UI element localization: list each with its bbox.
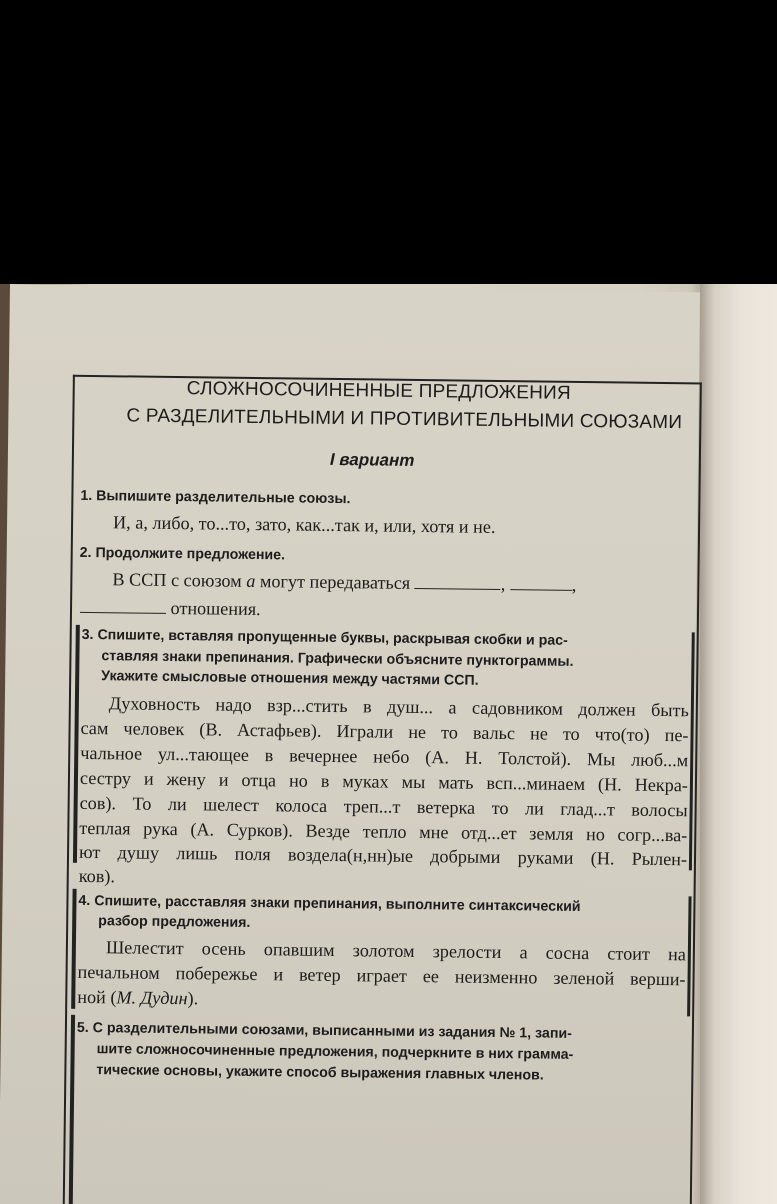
task2-comma-1: , xyxy=(500,574,506,595)
task4-heading-2: разбор предложения. xyxy=(98,913,251,931)
task1-text: И, а, либо, то...то, зато, как...так и, или, хотя и не. xyxy=(112,512,496,537)
task4-text-2: печальном побережье и ветер играет ее неизменно зеленой верши- xyxy=(77,961,686,990)
task3-text-5: сов). То ли шелест колоса треп...т ветерка то ли глад...т волосы xyxy=(79,792,688,821)
task3-text-3: чальное ул...тающее в вечернее небо (А. Н. Толстой). Мы люб...м xyxy=(80,742,689,771)
task2-conjunction: а xyxy=(246,570,256,592)
task3-heading-2: ставляя знаки препинания. Графически объясните пунктограммы. xyxy=(101,648,574,670)
task3-text-8: ков). xyxy=(78,865,116,887)
task2-text-start: В ССП с союзом xyxy=(112,569,247,591)
task4-heading-1: 4. Спишите, расставляя знаки препинания, выполните синтаксический xyxy=(78,892,581,916)
task4-text-1: Шелестит осень опавшим золотом зрелости а сосна стоит на xyxy=(105,937,686,965)
task3-text-1: Духовность надо взр...стить в душ... а садовником должен быть xyxy=(108,693,689,721)
task3-text-7: ют душу лишь поля воздела(н,нн)ые добрыми руками (Н. Рылен- xyxy=(78,841,688,870)
task2-comma-2: , xyxy=(571,574,577,595)
task2-heading: 2. Продолжите предложение. xyxy=(79,544,286,564)
facing-page xyxy=(700,284,777,1204)
title-line-1: СЛОЖНОСОЧИНЕННЫЕ ПРЕДЛОЖЕНИЯ xyxy=(186,378,572,404)
photo-area xyxy=(0,284,777,1204)
task1-heading: 1. Выпишите разделительные союзы. xyxy=(80,487,351,508)
task5-heading-2: шите сложносочиненные предложения, подчеркните в них грамма- xyxy=(96,1041,574,1063)
answer-blank-2[interactable] xyxy=(510,575,572,591)
answer-blank-1[interactable] xyxy=(415,574,501,590)
task3-text-6: теплая рука (А. Сурков). Везде тепло мне отд...ет земля но согр...ва- xyxy=(79,817,688,846)
task2-text-end: отношения. xyxy=(165,597,261,620)
task5-heading-3: тические основы, укажите способ выражения главных членов. xyxy=(96,1062,544,1084)
task2-line-2 xyxy=(80,597,261,620)
task2-text-mid: могут передаваться xyxy=(255,571,415,593)
task3-text-4: сестру и жену и отца но в муках мы мать всп...минаем (Н. Некра- xyxy=(79,767,689,796)
answer-blank-3[interactable] xyxy=(80,598,166,614)
task3-heading-3: Укажите смысловые отношения между частями ССП. xyxy=(101,668,479,689)
task3-heading-1: 3. Спишите, вставляя пропущенные буквы, раскрывая скобки и рас- xyxy=(81,626,568,649)
book-page xyxy=(0,284,700,1204)
task3-text-2: сам человек (В. Астафьев). Играли не то вальс не то что(то) пе- xyxy=(80,717,689,746)
title-line-2: С РАЗДЕЛИТЕЛЬНЫМИ И ПРОТИВИТЕЛЬНЫМИ СОЮЗАМИ xyxy=(126,405,683,434)
variant-label: I вариант xyxy=(329,449,415,470)
task4-text-3: ной (М. Дудин). xyxy=(77,986,199,1009)
task5-heading-1: 5. С разделительными союзами, выписанными из задания № 1, запи- xyxy=(76,1019,572,1042)
